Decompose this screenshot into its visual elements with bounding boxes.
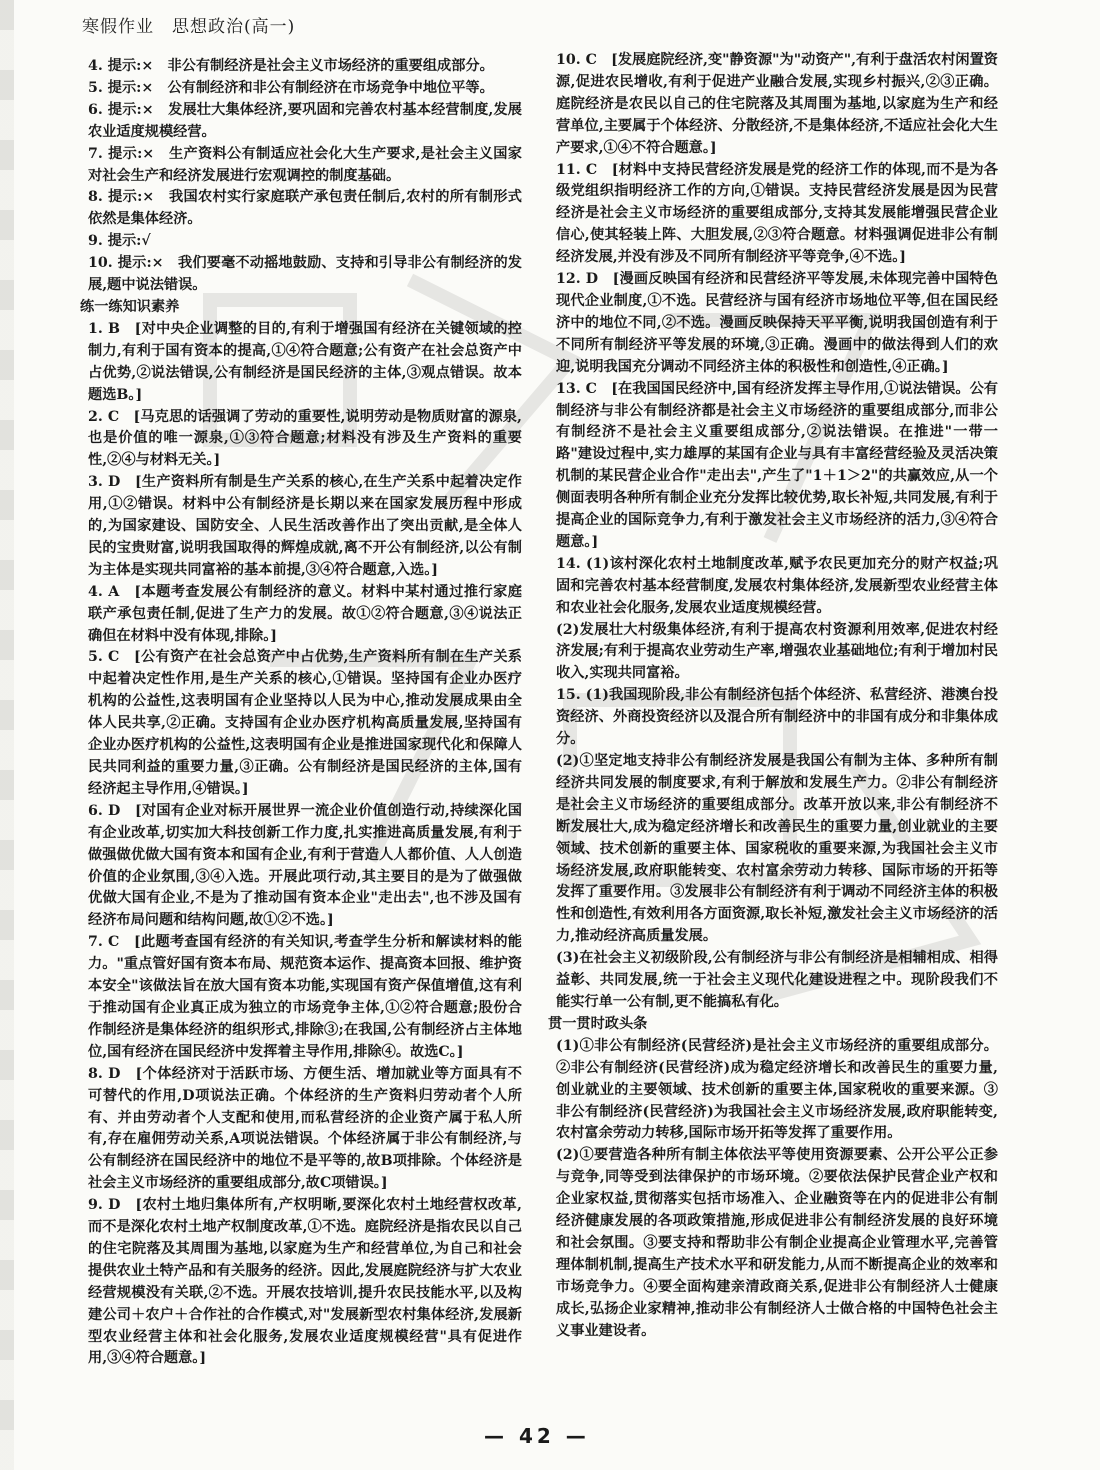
answer-paragraph: 5. C [公有资产在社会总资产中占优势,生产资料所有制在生产关系中起着决定性作用,是生产关系的核心,①错误。坚持国有企业办医疗机构的公益性,这表明国有企业坚持以人民为中心,推动发展成果由全体人民共享,②正确。支持国有企业办医疗机构高质量发展,坚持国有企业办医疗机构的公益性,这表明国有企业是推进国家现代化和保障人民共同利益的重要力量,③正确。公有制经济是国民经济的主体,国有经济起主导作用,④错误。] (88, 649, 522, 797)
answer-paragraph: (2)①要营造各种所有制主体依法平等使用资源要素、公开公平公正参与竞争,同等受到法律保护的市场环境。②要依法保护民营企业产权和企业家权益,贯彻落实包括市场准入、企业融资等在内的促进非公有制经济健康发展的各项政策措施,形成促进非公有制经济发展的良好环境和社会氛围。③要支持和帮助非公有制企业提高企业管理水平,完善管理体制机制,提高生产技术水平和研发能力,从而不断提高企业的效率和市场竞争力。④要全面构建亲清政商关系,促进非公有制经济人士健康成长,弘扬企业家精神,推动非公有制经济人士做合格的中国特色社会主义事业建设者。 (556, 1147, 998, 1339)
answer-paragraph: 9. 提示:√ (88, 233, 151, 250)
answer-paragraph: 7. 提示:× 生产资料公有制适应社会化大生产要求,是社会主义国家对社会生产和经济发展进行宏观调控的制度基础。 (88, 145, 522, 184)
answer-paragraph: 11. C [材料中支持民营经济发展是党的经济工作的体现,而不是为各级党组织指明经济工作的方向,①错误。支持民营经济发展是因为民营经济是社会主义市场经济的重要组成部分,支持其发展能增强民营企业信心,使其轻装上阵、大胆发展,②③符合题意。材料强调促进非公有制经济发展,并没有涉及不同所有制经济平等竞争,④不选。] (556, 161, 998, 266)
right-column (548, 50, 998, 1342)
answer-paragraph: (2)①坚定地支持非公有制经济发展是我国公有制为主体、多种所有制经济共同发展的制度要求,有利于解放和发展生产力。②非公有制经济是社会主义市场经济的重要组成部分。改革开放以来,非公有制经济不断发展壮大,成为稳定经济增长和改善民生的重要力量,创业就业的主要领域、技术创新的重要主体、国家税收的重要来源,为我国社会主义市场经济发展,政府职能转变、农村富余劳动力转移、国际市场的开拓等发挥了重要作用。③发展非公有制经济有利于调动不同经济主体的积极性和创造性,有效利用各方面资源,取长补短,激发社会主义市场经济的活力,推动经济高质量发展。 (556, 753, 998, 945)
left-column (80, 56, 522, 1370)
answer-paragraph: 6. 提示:× 发展壮大集体经济,要巩固和完善农村基本经营制度,发展农业适度规模经营。 (88, 101, 522, 140)
answer-paragraph: 10. 提示:× 我们要毫不动摇地鼓励、支持和引导非公有制经济的发展,题中说法错误。 (88, 255, 522, 294)
answer-paragraph: 5. 提示:× 公有制经济和非公有制经济在市场竞争中地位平等。 (88, 79, 494, 96)
answer-paragraph: 15. (1)我国现阶段,非公有制经济包括个体经济、私营经济、港澳台投资经济、外商投资经济以及混合所有制经济中的非国有成分和非集体成分。 (556, 687, 998, 748)
answer-paragraph: 4. 提示:× 非公有制经济是社会主义市场经济的重要组成部分。 (88, 58, 494, 74)
answer-paragraph: 7. C [此题考查国有经济的有关知识,考查学生分析和解读材料的能力。"重点管好国有资本布局、规范资本运作、提高资本回报、维护资本安全"该做法旨在放大国有资本功能,实现国有资产保值增值,这有利于推动国有企业真正成为独立的市场竞争主体,①②符合题意;股份合作制经济是集体经济的组织形式,排除③;在我国,公有制经济占主体地位,国有经济在国民经济中发挥着主导作用,排除④。故选C。] (88, 934, 522, 1060)
binding-edge (0, 0, 14, 1470)
answer-paragraph: 13. C [在我国国民经济中,国有经济发挥主导作用,①说法错误。公有制经济与非公有制经济都是社会主义市场经济的重要组成部分,而非公有制经济不是社会主义重要组成部分,②说法错误。在推进"一带一路"建设过程中,实力雄厚的某国有企业与具有丰富经营经验及灵活决策机制的某民营企业合作"走出去",产生了"1＋1＞2"的共赢效应,从一个侧面表明各种所有制企业充分发挥比较优势,取长补短,共同发展,有利于提高企业的国际竞争力,有利于激发社会主义市场经济的活力,③④符合题意。] (556, 380, 998, 550)
answer-paragraph: 3. D [生产资料所有制是生产关系的核心,在生产关系中起着决定作用,①②错误。材料中公有制经济是长期以来在国家发展历程中形成的,为国家建设、国防安全、人民生活改善作出了突出贡献,是全体人民的宝贵财富,说明我国取得的辉煌成就,离不开公有制经济,以公有制为主体是实现共同富裕的基本前提,③④符合题意,入选。] (88, 474, 522, 578)
answer-paragraph: 1. B [对中央企业调整的目的,有利于增强国有经济在关键领域的控制力,有利于国有资本的提高,①④符合题意;公有资产在社会总资产中占优势,②说法错误,公有制经济是国民经济的主体,③观点错误。故本题选B。] (88, 320, 522, 403)
answer-paragraph: 12. D [漫画反映国有经济和民营经济平等发展,未体现完善中国特色现代企业制度,①不选。民营经济与国有经济市场地位平等,但在国民经济中的地位不同,②不选。漫画反映保持天平平衡,说明我国创造有利于不同所有制经济平等发展的环境,③正确。漫画中的做法得到人们的欢迎,说明我国充分调动不同经济主体的积极性和创造性,④正确。] (556, 271, 998, 375)
answer-paragraph: 6. D [对国有企业对标开展世界一流企业价值创造行动,持续深化国有企业改革,切实加大科技创新工作力度,扎实推进高质量发展,有利于做强做优做大国有资本和国有企业,有利于营造人人都价值、人人创造价值的企业氛围,③④入选。开展此项行动,其主要目的是为了做强做优做大国有企业,不是为了推动国有资本企业"走出去",也不涉及国有经济布局问题和结构问题,故①②不选。] (88, 802, 522, 929)
section-heading: 练一练知识素养 (80, 298, 180, 315)
answer-paragraph: (1)①非公有制经济(民营经济)是社会主义市场经济的重要组成部分。②非公有制经济(民营经济)成为稳定经济增长和改善民生的重要力量,创业就业的主要领域、技术创新的重要主体,国家税收的重要来源。③非公有制经济(民营经济)为我国社会主义市场经济发展,政府职能转变,农村富余劳动力转移,国际市场开拓等发挥了重要作用。 (556, 1037, 998, 1142)
answer-paragraph: 10. C [发展庭院经济,变"静资源"为"动资产",有利于盘活农村闲置资源,促进农民增收,有利于促进产业融合发展,实现乡村振兴,②③正确。庭院经济是农民以自己的住宅院落及其周围为基地,以家庭为生产和经营单位,主要属于个体经济、分散经济,不是集体经济,不适应社会化大生产要求,①④不符合题意。] (556, 52, 998, 156)
answer-paragraph: 8. D [个体经济对于活跃市场、方便生活、增加就业等方面具有不可替代的作用,D项说法正确。个体经济的生产资料归劳动者个人所有、并由劳动者个人支配和使用,而私营经济的企业资产属于私人所有,存在雇佣劳动关系,A项说法错误。个体经济属于非公有制经济,与公有制经济在国民经济中的地位不是平等的,故B项排除。个体经济是社会主义市场经济的重要组成部分,故C项错误。] (88, 1065, 522, 1192)
page-header: 寒假作业 思想政治(高一) (82, 17, 296, 37)
section-heading: 贯一贯时政头条 (548, 1015, 648, 1032)
answer-paragraph: 2. C [马克思的话强调了劳动的重要性,说明劳动是物质财富的源泉,也是价值的唯一源泉,①③符合题意;材料没有涉及生产资料的重要性,②④与材料无关。] (88, 408, 522, 469)
answer-paragraph: 9. D [农村土地归集体所有,产权明晰,要深化农村土地经营权改革,而不是深化农村土地产权制度改革,①不选。庭院经济是指农民以自己的住宅院落及其周围为基地,以家庭为生产和经营单位,为自己和社会提供农业土特产品和有关服务的经济。因此,发展庭院经济与扩大农业经营规模没有关联,②不选。开展农技培训,提升农民技能水平,以及构建公司＋农户＋合作社的合作模式,对"发展新型农村集体经济,发展新型农业经营主体和社会化服务,发展农业适度规模经营"具有促进作用,③④符合题意。] (88, 1197, 522, 1367)
answer-paragraph: 4. A [本题考查发展公有制经济的意义。材料中某村通过推行家庭联产承包责任制,促进了生产力的发展。故①②符合题意,③④说法正确但在材料中没有体现,排除。] (88, 583, 522, 644)
answer-paragraph: (2)发展壮大村级集体经济,有利于提高农村资源利用效率,促进农村经济发展;有利于提高农业劳动生产率,增强农业基础地位;有利于增加村民收入,实现共同富裕。 (556, 621, 998, 682)
answer-paragraph: (3)在社会主义初级阶段,公有制经济与非公有制经济是相辅相成、相得益彰、共同发展,统一于社会主义现代化建设进程之中。现阶段我们不能实行单一公有制,更不能搞私有化。 (556, 950, 998, 1010)
answer-paragraph: 14. (1)该村深化农村土地制度改革,赋予农民更加充分的财产权益;巩固和完善农村基本经营制度,发展农村集体经济,发展新型农业经营主体和农业社会化服务,发展农业适度规模经营。 (556, 555, 998, 616)
page-number: — 42 — (484, 1424, 590, 1448)
answer-paragraph: 8. 提示:× 我国农村实行家庭联产承包责任制后,农村的所有制形式依然是集体经济。 (88, 189, 522, 228)
